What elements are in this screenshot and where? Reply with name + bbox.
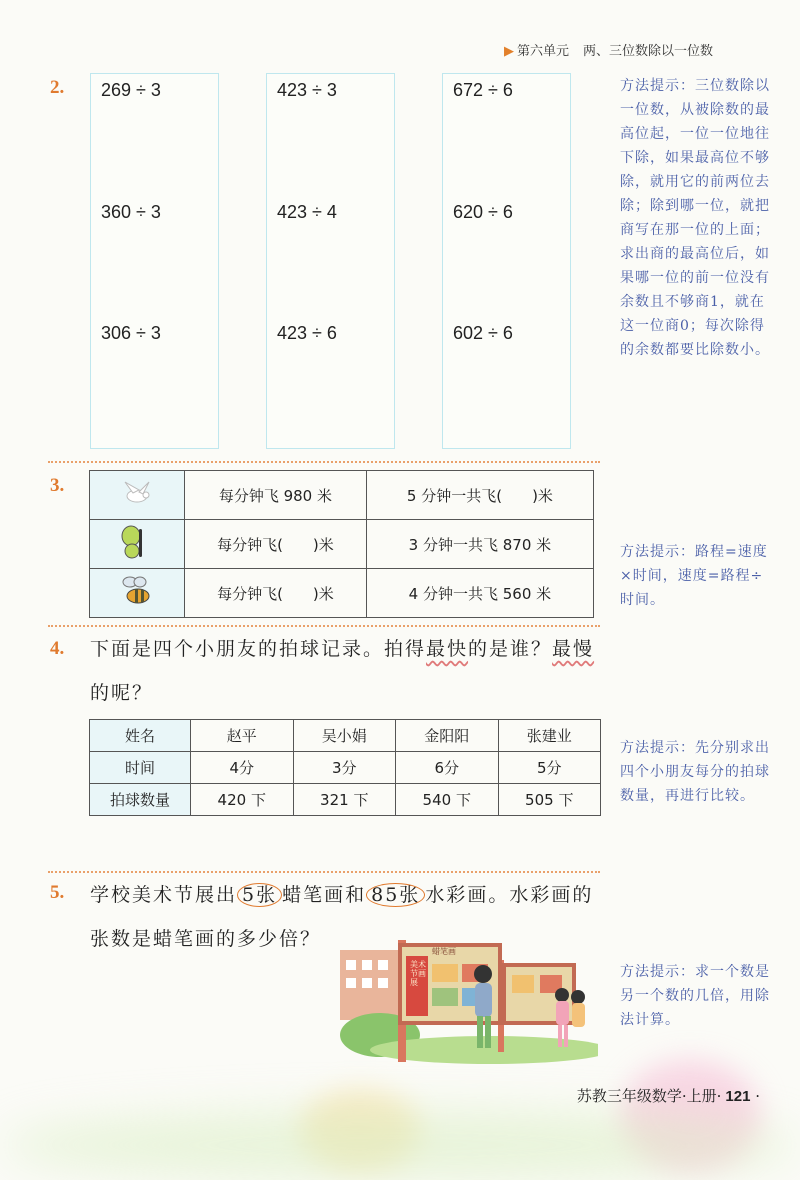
question-2-number: 2. xyxy=(50,77,65,98)
table-cell: 321 下 xyxy=(293,784,396,816)
section-divider xyxy=(48,461,600,463)
question-5-text-line2: 张数是蜡笔画的多少倍？ xyxy=(90,928,322,950)
dove-icon xyxy=(90,471,185,520)
question-5-text: 学校美术节展出 5张 蜡笔画和 85张 水彩画。水彩画的 xyxy=(90,884,594,906)
method-tip-q5: 方法提示：求一个数是另一个数的几倍，用除法计算。 xyxy=(620,964,770,1028)
table-cell: 3 分钟一共飞 870 米 xyxy=(366,520,593,569)
table-header: 金阳阳 xyxy=(396,720,499,752)
method-tip-q4: 方法提示：先分别求出四个小朋友每分的拍球数量，再进行比较。 xyxy=(620,740,770,804)
table-cell: 4 分钟一共飞 560 米 xyxy=(366,569,593,618)
highlight-number: 85张 xyxy=(366,883,425,907)
unit-header: ▶ 第六单元 两、三位数除以一位数 xyxy=(504,44,714,59)
table-cell: 420 下 xyxy=(191,784,294,816)
table-row xyxy=(90,569,594,618)
table-cell: 5分 xyxy=(498,752,601,784)
section-divider xyxy=(48,625,600,627)
highlight-number: 5张 xyxy=(237,883,282,907)
table-row xyxy=(90,471,594,520)
page-footer: 苏教三年级数学·上册· 121 · xyxy=(576,1087,760,1105)
table-cell: 6分 xyxy=(396,752,499,784)
answer-box-col3[interactable] xyxy=(442,73,571,449)
method-tip-q2: 方法提示：三位数除以一位数，从被除数的最高位起，一位一位地往下除，如果最高位不够除，就用它的前两位去除；除到哪一位，就把商写在那一位的上面；求出商的最高位后，如果哪一位的前一位没有余数且不够商1，就在这一位商0；每次除得的余数都要比除数小。 xyxy=(620,78,770,358)
division-expression: 423 ÷ 4 xyxy=(277,202,337,222)
question-4-text-line2: 的呢？ xyxy=(90,682,154,704)
ball-record-table xyxy=(89,719,601,816)
table-row xyxy=(90,752,601,784)
table-cell: 每分钟飞 980 米 xyxy=(185,471,367,520)
table-cell: 拍球数量 xyxy=(90,784,191,816)
division-expression: 602 ÷ 6 xyxy=(453,323,513,343)
table-cell[interactable]: 每分钟飞( )米 xyxy=(185,569,367,618)
table-header: 张建业 xyxy=(498,720,601,752)
answer-box-col1[interactable] xyxy=(90,73,219,449)
division-expression: 620 ÷ 6 xyxy=(453,202,513,222)
division-expression: 269 ÷ 3 xyxy=(101,80,161,100)
question-4-text: 下面是四个小朋友的拍球记录。拍得最快的是谁？最慢 xyxy=(90,638,595,660)
table-row xyxy=(90,720,601,752)
division-expression: 423 ÷ 3 xyxy=(277,80,337,100)
table-cell: 540 下 xyxy=(396,784,499,816)
method-tip-q3: 方法提示：路程=速度×时间，速度=路程÷时间。 xyxy=(620,544,768,608)
grass-decoration xyxy=(0,1110,800,1180)
question-4-number: 4. xyxy=(50,638,65,659)
bee-icon xyxy=(90,569,185,618)
flight-table xyxy=(89,470,594,618)
division-expression: 306 ÷ 3 xyxy=(101,323,161,343)
table-cell: 505 下 xyxy=(498,784,601,816)
art-exhibition-illustration xyxy=(340,940,598,1064)
question-3-number: 3. xyxy=(50,475,65,496)
table-header: 姓名 xyxy=(90,720,191,752)
table-cell[interactable]: 5 分钟一共飞( )米 xyxy=(366,471,593,520)
table-row xyxy=(90,520,594,569)
board-subtitle: 蜡笔画 xyxy=(432,947,456,956)
division-expression: 360 ÷ 3 xyxy=(101,202,161,222)
table-cell: 时间 xyxy=(90,752,191,784)
table-row xyxy=(90,784,601,816)
board-title: 美术节画展 xyxy=(410,960,426,987)
butterfly-icon xyxy=(90,520,185,569)
triangle-icon: ▶ xyxy=(504,44,514,59)
table-cell: 3分 xyxy=(293,752,396,784)
question-5-number: 5. xyxy=(50,882,65,903)
division-expression: 672 ÷ 6 xyxy=(453,80,513,100)
table-cell[interactable]: 每分钟飞( )米 xyxy=(185,520,367,569)
table-header: 吴小娟 xyxy=(293,720,396,752)
section-divider xyxy=(48,871,600,873)
division-expression: 423 ÷ 6 xyxy=(277,323,337,343)
page-number: 121 xyxy=(725,1088,751,1105)
answer-box-col2[interactable] xyxy=(266,73,395,449)
table-cell: 4分 xyxy=(191,752,294,784)
table-header: 赵平 xyxy=(191,720,294,752)
